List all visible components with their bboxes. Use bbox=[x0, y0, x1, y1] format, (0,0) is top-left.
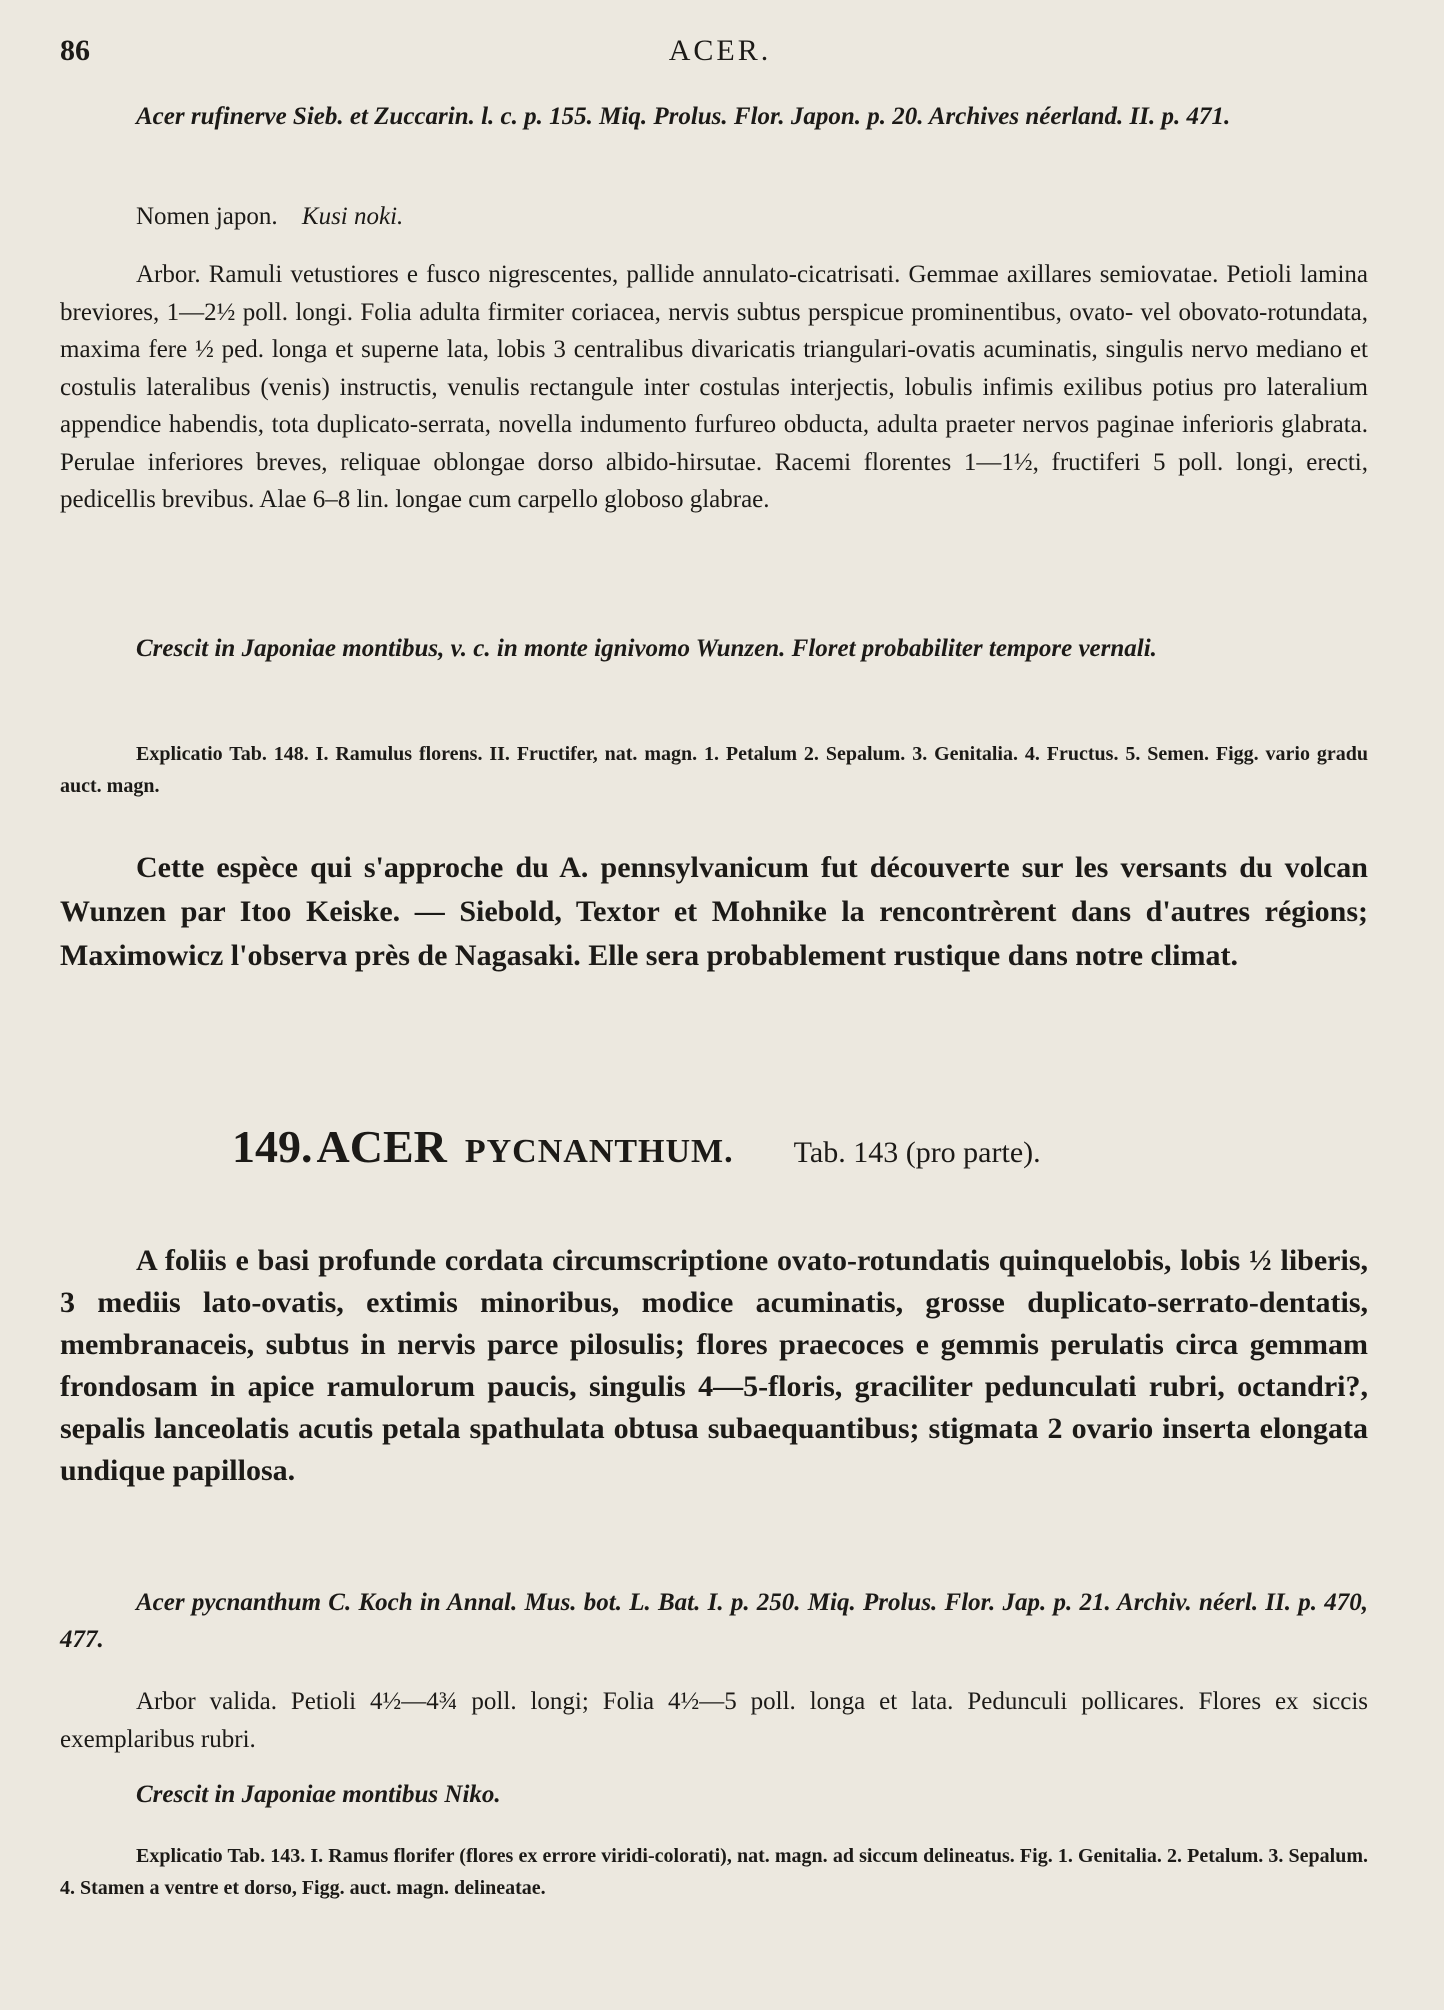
plate-explanation-148: Explicatio Tab. 148. I. Ramulus florens. II. Fructifer, nat. magn. 1. Petalum 2. Sepalum. 3. Genitalia. 4. Fructus. 5. Semen. Figg. vario gradu auct. magn. bbox=[60, 743, 1368, 797]
plate-reference: Tab. 143 (pro parte). bbox=[793, 1136, 1041, 1169]
synonymy-acer-rufinerve: Acer rufinerve Sieb. et Zuccarin. l. c. p. 155. Miq. Prolus. Flor. Japon. p. 20. Archives néerland. II. p. 471. bbox=[136, 103, 1231, 130]
page-number: 86 bbox=[60, 34, 90, 67]
page-header bbox=[60, 34, 1380, 84]
habitat-acer-pycnanthum: Crescit in Japoniae montibus Niko. bbox=[136, 1781, 501, 1808]
french-commentary: Cette espèce qui s'approche du A. pennsylvanicum fut découverte sur les versants du volcan Wunzen par Itoo Keiske. — Siebold, Textor et Mohnike la rencontrèrent dans d'autres régions; Maximowicz l'observa près de Nagasaki. Elle sera probablement rustique dans notre climat. bbox=[60, 851, 1368, 972]
nomen-value: Kusi noki. bbox=[301, 203, 404, 230]
genus-name: ACER bbox=[316, 1121, 447, 1172]
nomen-label: Nomen japon. bbox=[136, 203, 278, 230]
nomen-japonicum bbox=[60, 198, 1368, 235]
habitat-acer-rufinerve: Crescit in Japoniae montibus, v. c. in monte ignivomo Wunzen. Floret probabiliter tempore vernali. bbox=[136, 635, 1157, 662]
species-heading bbox=[232, 1120, 1041, 1173]
synonymy-acer-pycnanthum: Acer pycnanthum C. Koch in Annal. Mus. bot. L. Bat. I. p. 250. Miq. Prolus. Flor. Jap. p. 21. Archiv. néerl. II. p. 470, 477. bbox=[60, 1589, 1368, 1653]
species-name: PYCNANTHUM. bbox=[464, 1133, 734, 1170]
description-acer-rufinerve: Arbor. Ramuli vetustiores e fusco nigrescentes, pallide annulato-cicatrisati. Gemmae axillares semiovatae. Petioli lamina breviores, 1—2½ poll. longi. Folia adulta firmiter coriacea, nervis subtus perspicue prominentibus, ovato- vel obovato-rotundata, maxima fere ½ ped. longa et superne lata, lobis 3 centralibus divaricatis triangulari-ovatis acuminatis, singulis nervo mediano et costulis lateralibus (venis) instructis, venulis rectangule inter costulas interjectis, lobulis infimis exilibus potius pro lateralium appendice habendis, tota duplicato-serrata, novella indumento furfureo obducta, adulta praeter nervos paginae inferioris glabrata. Perulae inferiores breves, reliquae oblongae dorso albido-hirsutae. Racemi florentes 1—1½, fructiferi 5 poll. longi, erecti, pedicellis brevibus. Alae 6–8 lin. longae cum carpello globoso glabrae. bbox=[60, 261, 1368, 513]
description-acer-pycnanthum: Arbor valida. Petioli 4½—4¾ poll. longi; Folia 4½—5 poll. longa et lata. Pedunculi pollicares. Flores ex siccis exemplaribus rubri. bbox=[60, 1688, 1368, 1753]
species-number: 149. bbox=[232, 1121, 313, 1172]
plate-explanation-143: Explicatio Tab. 143. I. Ramus florifer (flores ex errore viridi-colorati), nat. magn. ad siccum delineatus. Fig. 1. Genitalia. 2. Petalum. 3. Sepalum. 4. Stamen a ventre et dorso, Figg. auct. magn. delineatae. bbox=[60, 1845, 1368, 1899]
running-title: ACER. bbox=[668, 34, 772, 67]
diagnosis-acer-pycnanthum: A foliis e basi profunde cordata circumscriptione ovato-rotundatis quinquelobis, lobis ½ liberis, 3 mediis lato-ovatis, extimis minoribus, modice acuminatis, grosse duplicato-serrato-dentatis, membranaceis, subtus in nervis parce pilosulis; flores praecoces e gemmis perulatis circa gemmam frondosam in apice ramulorum paucis, singulis 4—5-floris, graciliter pedunculati rubri, octandri?, sepalis lanceolatis acutis petala spathulata obtusa subaequantibus; stigmata 2 ovario inserta elongata undique papillosa. bbox=[60, 1244, 1368, 1487]
